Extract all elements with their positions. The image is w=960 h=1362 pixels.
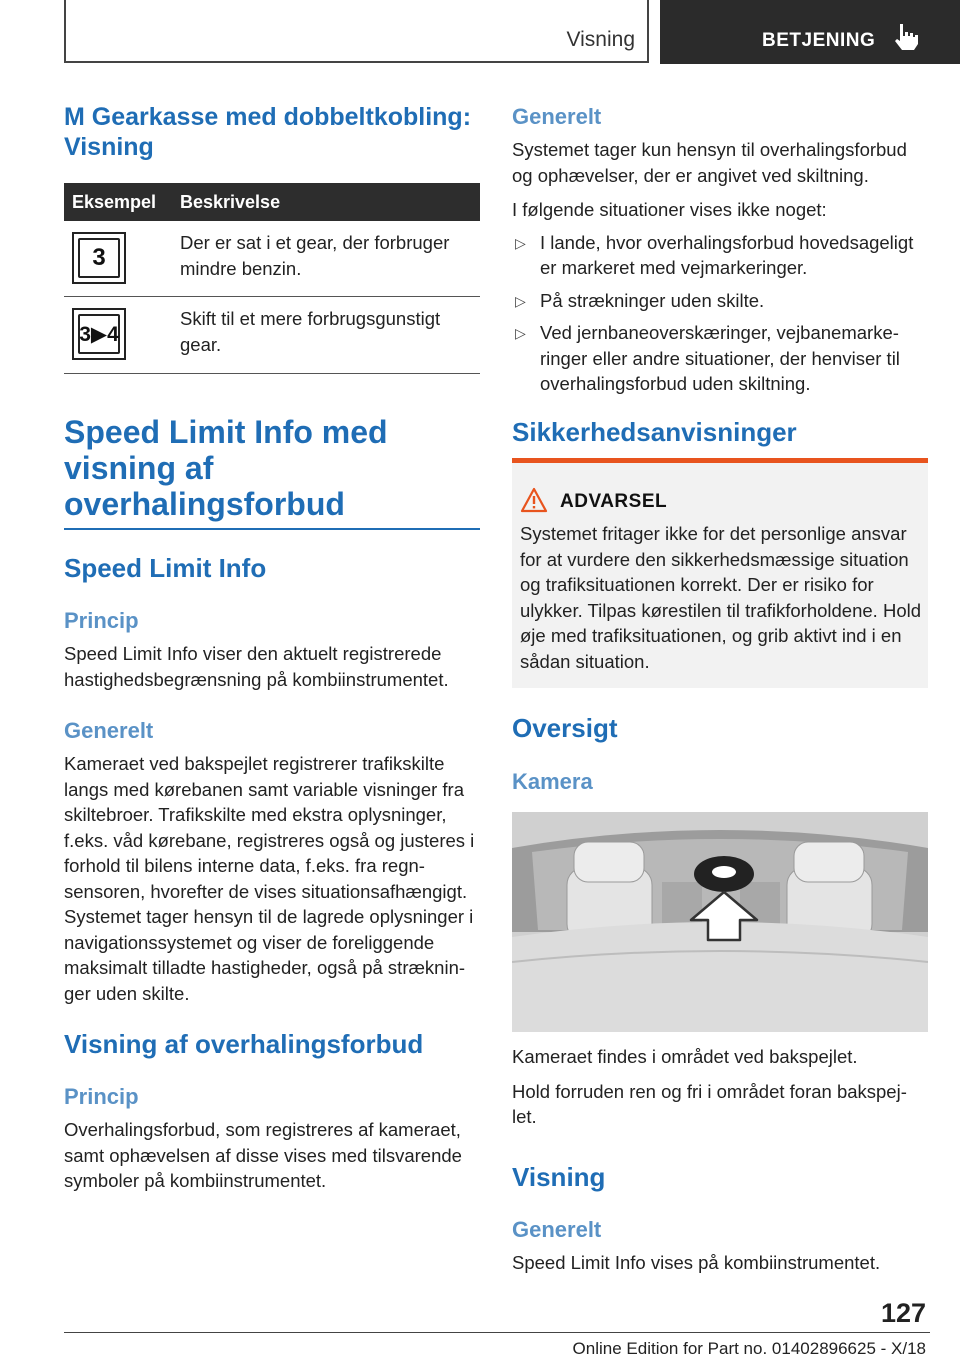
gearbox-section-title: M Gearkasse med dobbeltkobling: Visning: [64, 103, 472, 161]
triangle-bullet-icon: ▷: [515, 234, 526, 251]
chapter-title: Speed Limit Info med visning af overhalingsforbud: [64, 414, 388, 522]
table-header-example: Eksempel: [72, 192, 157, 212]
princip-title: Princip: [64, 1084, 139, 1109]
visning-title: Visning: [512, 1162, 606, 1192]
warning-box: [512, 458, 928, 688]
warning-title: ADVARSEL: [560, 491, 668, 512]
table-row: [64, 221, 480, 297]
intro-text: I følgende situationer vises ikke noget:: [512, 199, 827, 220]
situation-list: [512, 230, 928, 397]
generelt-text: Speed Limit Info vises på kombiinstrumentet.: [512, 1252, 881, 1273]
table-row: [64, 297, 480, 374]
kamera-text: Hold forruden ren og fri i området foran bakspej-let.: [512, 1080, 907, 1127]
generelt-title: Generelt: [64, 718, 154, 743]
generelt-text: Kameraet ved bakspejlet registrerer trafikskilte langs med kørebanen samt variable visninger fra skiltebroer. Trafikskilte med ekstra oplysninger, f.eks. våd kørebane, registreres også og justeres i forhold til bilens interne data, f.eks. fra regn-sensoren, hvorefter de vises situationsafhængigt. Systemet tager hensyn til de lagrede oplysninger i navigationssystemet og viser de foreliggende maksimalt tilladte hastigheder, også på stræknin-ger uden skilte.: [64, 753, 475, 1004]
table-cell-description: Skift til et mere forbrugsgunstigt gear.: [180, 308, 441, 355]
triangle-bullet-icon: ▷: [515, 292, 526, 309]
warning-text: Systemet fritager ikke for det personlige ansvar for at vurdere den sikkerhedsmæssige situation og trafiksituationen korrekt. Der er risiko for ulykker. Tilpas kørestilen til trafikforholdene. Hold øje med trafiksituationen, og grib aktivt ind i en sådan situation.: [520, 523, 922, 672]
list-item: ▷ På strækninger uden skilte.: [512, 288, 928, 314]
triangle-bullet-icon: ▷: [515, 325, 526, 341]
car-interior-camera-image: [512, 812, 928, 1032]
page-number: 127: [880, 1298, 926, 1328]
header-chapter-tab: [660, 0, 960, 64]
generelt-title: Generelt: [512, 104, 602, 129]
header-section-tab: [64, 0, 649, 63]
header-chapter-label: BETJENING: [762, 30, 876, 51]
kamera-text: Kameraet findes i området ved bakspejlet.: [512, 1046, 858, 1067]
camera-illustration: [512, 812, 928, 1032]
safety-title: Sikkerhedsanvisninger: [512, 417, 797, 447]
hand-pointer-icon: [892, 22, 920, 52]
list-item: ▷ Ved jernbaneoverskæringer, vejbanemarke-ringer eller andre situationer, der henviser til overhalingsforbud uden skiltning.: [515, 322, 900, 394]
princip-text: Speed Limit Info viser den aktuelt registrerede hastighedsbegrænsning på kombiinstrumentet.: [64, 643, 449, 690]
generelt-title: Generelt: [512, 1217, 602, 1242]
gear-shift-3-to-4-icon: 3▶4: [72, 308, 126, 360]
chapter-title-underline: [64, 528, 480, 530]
table-header-description: Beskrivelse: [180, 192, 281, 212]
kamera-title: Kamera: [512, 769, 593, 794]
overtaking-ban-title: Visning af overhalingsforbud: [64, 1029, 424, 1059]
generelt-text: Systemet tager kun hensyn til overhalingsforbud og ophævelser, der er angivet ved skiltning.: [512, 139, 907, 186]
warning-triangle-icon: [520, 487, 548, 513]
list-item: ▷ I lande, hvor overhalingsforbud hovedsageligt er markeret med vejmarkeringer.: [515, 231, 914, 278]
table-cell-description: Der er sat i et gear, der forbruger mindre benzin.: [180, 232, 450, 279]
header-section-label: Visning: [566, 28, 635, 51]
oversigt-title: Oversigt: [512, 713, 618, 743]
gear-3-icon: 3: [72, 232, 126, 284]
speed-limit-info-title: Speed Limit Info: [64, 553, 267, 583]
table-header: [64, 183, 480, 221]
gear-display-table: [64, 183, 480, 374]
footer-divider: [64, 1332, 930, 1333]
princip-title: Princip: [64, 608, 139, 633]
princip-text: Overhalingsforbud, som registreres af kameraet, samt ophævelsen af disse vises med tilsvarende symboler på kombiinstrumentet.: [64, 1119, 462, 1191]
footer-edition: Online Edition for Part no. 01402896625 - X/18: [572, 1339, 926, 1358]
